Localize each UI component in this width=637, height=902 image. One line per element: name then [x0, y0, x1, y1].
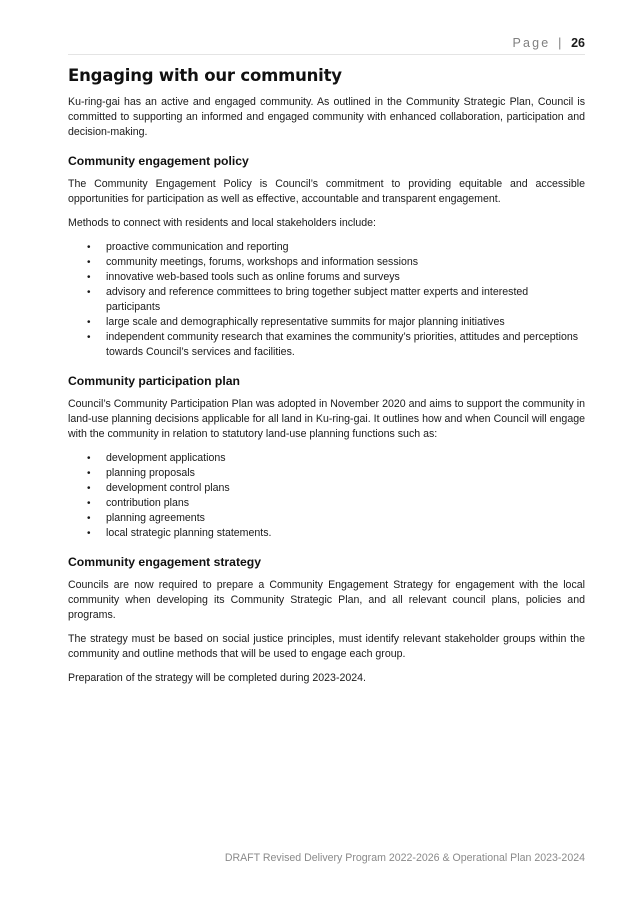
- list-item: • local strategic planning statements.: [87, 527, 272, 539]
- bullet-icon: •: [87, 483, 91, 494]
- policy-paragraph: The Community Engagement Policy is Council’s commitment to providing equitable and accessible opportunities for participation as well as effective, accountable and transparent engagement.: [68, 178, 585, 205]
- bullet-icon: •: [87, 453, 91, 464]
- bullet-icon: •: [87, 317, 91, 328]
- participation-heading: Community participation plan: [68, 374, 240, 388]
- page-header: [512, 36, 585, 50]
- list-item: • advisory and reference committees to bring together subject matter experts and interested participants: [87, 286, 529, 313]
- bullet-icon: •: [87, 528, 91, 539]
- list-item: • innovative web-based tools such as online forums and surveys: [87, 271, 400, 283]
- bullet-icon: •: [87, 332, 91, 343]
- intro-paragraph: Ku-ring-gai has an active and engaged community. As outlined in the Community Strategic Plan, Council is committed to supporting an informed and engaged community with enhanced collaboration, participation and decision-making.: [68, 96, 585, 138]
- bullet-icon: •: [87, 498, 91, 509]
- document-body: [68, 66, 585, 695]
- page-title: Engaging with our community: [68, 66, 342, 85]
- list-item: • community meetings, forums, workshops and information sessions: [87, 256, 419, 268]
- participation-paragraph: Council’s Community Participation Plan was adopted in November 2020 and aims to support the community in land-use planning decisions applicable for all land in Ku-ring-gai. It outlines how and when Council will engage with the community in relation to statutory land-use planning functions such as:: [68, 398, 585, 440]
- bullet-icon: •: [87, 272, 91, 283]
- bullet-icon: •: [87, 242, 91, 253]
- list-item: • development control plans: [87, 482, 230, 494]
- strategy-paragraph-3: Preparation of the strategy will be completed during 2023-2024.: [68, 672, 366, 684]
- policy-heading: Community engagement policy: [68, 154, 249, 168]
- header-divider: [68, 54, 585, 55]
- list-item: • planning proposals: [87, 467, 195, 479]
- bullet-icon: •: [87, 257, 91, 268]
- policy-methods-intro: Methods to connect with residents and local stakeholders include:: [68, 217, 376, 229]
- page-separator: |: [558, 36, 562, 50]
- list-item: • contribution plans: [87, 497, 190, 509]
- page-number: 26: [571, 36, 585, 50]
- bullet-icon: •: [87, 513, 91, 524]
- list-item: • independent community research that examines the community’s priorities, attitudes and perceptions towards Council’s services and facilities.: [87, 331, 579, 358]
- strategy-paragraph-2: The strategy must be based on social justice principles, must identify relevant stakeholder groups within the community and outline methods that will be used to engage each group.: [68, 633, 585, 660]
- bullet-icon: •: [87, 287, 91, 298]
- strategy-heading: Community engagement strategy: [68, 555, 262, 569]
- list-item: • large scale and demographically representative summits for major planning initiatives: [87, 316, 505, 328]
- bullet-icon: •: [87, 468, 91, 479]
- page-label: Page: [512, 36, 551, 50]
- participation-functions-list: [68, 451, 585, 541]
- page-footer: DRAFT Revised Delivery Program 2022-2026 & Operational Plan 2023-2024: [224, 852, 585, 864]
- list-item: • proactive communication and reporting: [87, 241, 289, 253]
- list-item: • development applications: [87, 452, 226, 464]
- policy-methods-list: [68, 240, 585, 360]
- strategy-paragraph-1: Councils are now required to prepare a Community Engagement Strategy for engagement with the local community when developing its Community Strategic Plan, and all relevant council plans, policies and programs.: [68, 579, 585, 621]
- list-item: • planning agreements: [87, 512, 205, 524]
